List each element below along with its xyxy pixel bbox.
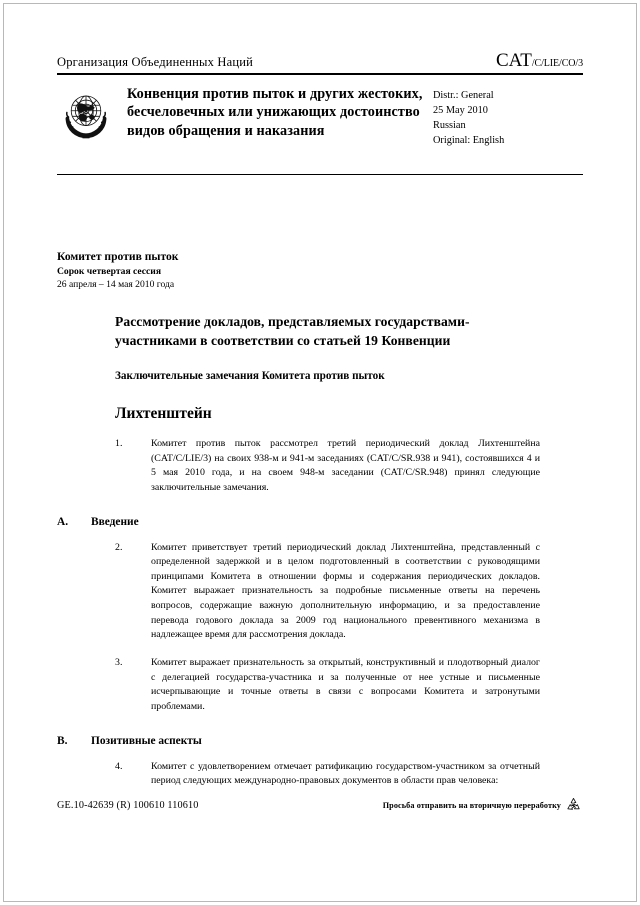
section-heading-a bbox=[57, 516, 540, 528]
paragraph-3 bbox=[115, 656, 540, 715]
page-title: Рассмотрение докладов, представляемых государствами-участниками в соответствии со статьей 19 Конвенции bbox=[115, 314, 470, 348]
distribution-type: Distr.: General bbox=[433, 90, 494, 101]
paragraph-text: Комитет против пыток рассмотрел третий периодический доклад Лихтенштейна (CAT/C/LIE/3) на своих 938-м и 941-м заседаниях (CAT/C/SR.938 и 941), состоявшихся 4 и 5 мая 2010 года, и на своем 948-м заседании (CAT/C/SR.948) принял следующие заключительные замечания. bbox=[151, 437, 540, 493]
committee-block bbox=[57, 249, 583, 291]
paragraph-2 bbox=[115, 541, 540, 644]
page-subtitle: Заключительные замечания Комитета против пыток bbox=[115, 369, 385, 382]
committee-dates: 26 апреля – 14 мая 2010 года bbox=[57, 279, 175, 291]
masthead-thin-rule bbox=[57, 174, 583, 175]
document-symbol-suffix: /C/LIE/CO/3 bbox=[531, 58, 583, 69]
section-heading-b bbox=[57, 735, 540, 747]
paragraph-number: 1. bbox=[115, 437, 123, 449]
organization-name: Организация Объединенных Наций bbox=[57, 55, 254, 69]
recycle-text: Просьба отправить на вторичную переработку bbox=[382, 801, 561, 810]
paragraph-number: 2. bbox=[115, 541, 123, 553]
section-letter: A. bbox=[57, 515, 69, 528]
paragraph-number: 4. bbox=[115, 760, 123, 772]
paragraph-text: Комитет выражает признательность за открытый, конструктивный и плодотворный диалог с делегацией государства-участника и за полученные от нее устные и письменные исчерпывающие и точные ответы в связи с вопросами Комитета и затронутыми проблемами. bbox=[151, 657, 540, 713]
section-letter: B. bbox=[57, 734, 68, 747]
recycle-notice bbox=[383, 796, 583, 815]
country-heading: Лихтенштейн bbox=[115, 404, 212, 422]
masthead-body-row bbox=[57, 75, 583, 170]
paragraph-text: Комитет с удовлетворением отмечает ратификацию государством-участником за отчетный период следующих международно-правовых документов в области прав человека: bbox=[151, 760, 540, 787]
committee-name: Комитет против пыток bbox=[57, 250, 179, 263]
paragraph-text: Комитет приветствует третий периодический доклад Лихтенштейна, представленный с определенной задержкой и в целом подготовленный в соответствии с руководящими принципами Комитета в отношении формы и содержания периодических докладов. Комитет выражает признательность за подробные письменные ответы на перечень вопросов, содержащие важную дополнительную информацию, и за предоставление перевода годового доклада за 2009 год национального превентивного механизма в надлежащее время для рассмотрения доклада. bbox=[151, 541, 540, 641]
page-content bbox=[57, 0, 583, 789]
document-body bbox=[57, 313, 540, 789]
distribution-language: Russian bbox=[433, 119, 466, 131]
section-title: Позитивные аспекты bbox=[91, 734, 202, 747]
page-footer bbox=[57, 796, 583, 815]
distribution-date: 25 May 2010 bbox=[433, 104, 488, 116]
committee-session: Сорок четвертая сессия bbox=[57, 265, 162, 277]
document-symbol-main: CAT bbox=[495, 50, 532, 71]
section-title: Введение bbox=[91, 515, 139, 528]
distribution-block bbox=[433, 84, 583, 149]
paragraph-4 bbox=[115, 760, 540, 789]
recycling-icon bbox=[564, 796, 583, 815]
document-symbol bbox=[496, 51, 583, 70]
convention-title: Конвенция против пыток и других жестоких, бесчеловечных или унижающих достоинство видов обращения и наказания bbox=[127, 86, 423, 139]
paragraph-number: 3. bbox=[115, 657, 123, 669]
masthead-top-row bbox=[57, 0, 583, 70]
job-number: GE.10-42639 (R) 100610 110610 bbox=[57, 800, 199, 811]
un-emblem bbox=[57, 84, 119, 145]
distribution-original: Original: English bbox=[433, 134, 505, 146]
paragraph-1 bbox=[115, 437, 540, 496]
